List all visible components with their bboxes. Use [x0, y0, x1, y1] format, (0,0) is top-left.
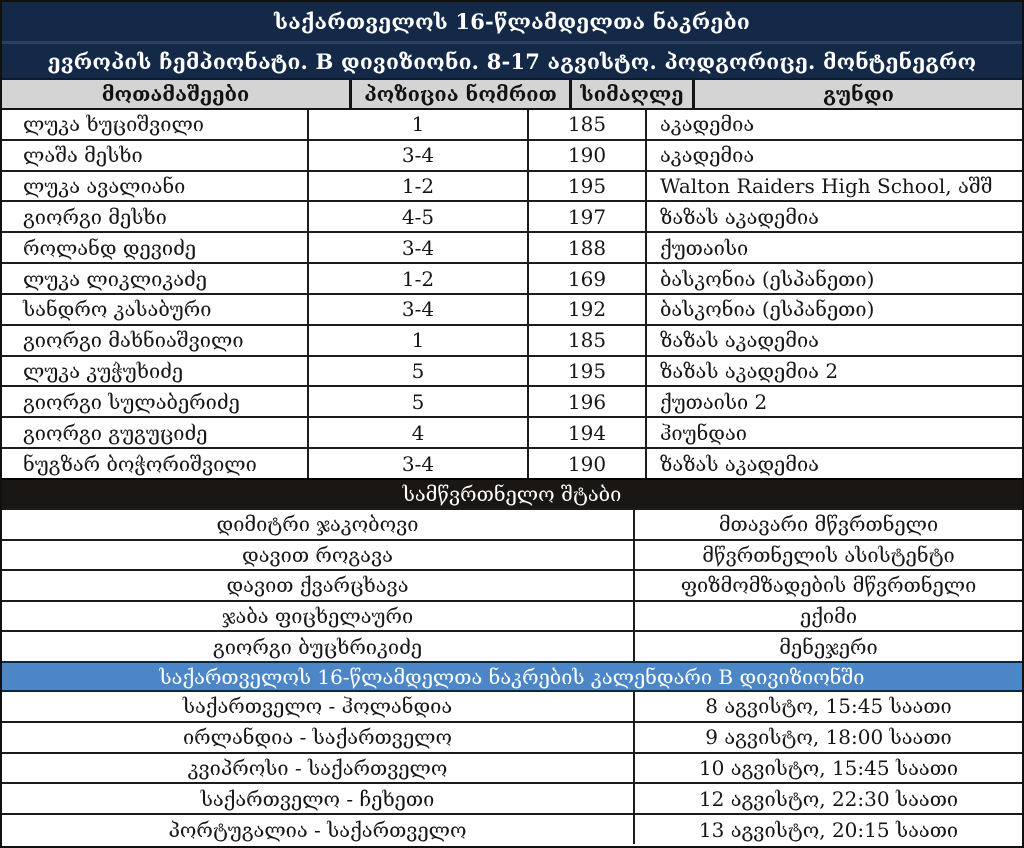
calendar-section-title: საქართველოს 16-წლამდელთა ნაკრების კალენდარი B დივიზიონში [2, 661, 1022, 692]
player-team: ზაზას აკადემია [660, 204, 819, 229]
player-team: აკადემია [660, 143, 755, 168]
player-height: 169 [529, 264, 647, 293]
staff-role: მთავარი მწვრთნელი [718, 512, 939, 537]
player-height: 185 [529, 110, 647, 139]
player-name: სანდრო კასაბური [2, 295, 309, 324]
player-height: 190 [529, 449, 647, 478]
header-height: სიმაღლე [572, 80, 695, 108]
calendar-table-body [2, 692, 1022, 844]
staff-role: მენეჯერი [779, 634, 878, 659]
calendar-time: 10 აგვისტო, 15:45 საათი [698, 755, 959, 780]
player-row [2, 416, 1022, 447]
staff-role: ფიზმომზადების მწვრთნელი [680, 573, 977, 598]
staff-row [2, 539, 1022, 570]
header-players: მოთამაშეები [2, 80, 352, 108]
player-team: ზაზას აკადემია [660, 328, 819, 353]
calendar-match: კვიპროსი - საქართველო [2, 754, 635, 783]
staff-name: ჯაბა ფიცხელაური [2, 602, 635, 631]
calendar-match: ირლანდია - საქართველო [2, 723, 635, 752]
calendar-time: 13 აგვისტო, 20:15 საათი [698, 817, 959, 842]
calendar-row [2, 752, 1022, 783]
calendar-row [2, 813, 1022, 844]
team-title: საქართველოს 16-წლამდელთა ნაკრები [274, 9, 750, 34]
calendar-match: საქართველო - ჰოლანდია [2, 692, 635, 721]
players-table-body [2, 110, 1022, 478]
player-position: 1 [309, 326, 529, 355]
player-row [2, 110, 1022, 139]
player-height: 192 [529, 295, 647, 324]
player-position: 4 [309, 418, 529, 447]
staff-name: დიმიტრი ჯაკობოვი [2, 510, 635, 539]
player-position: 5 [309, 357, 529, 386]
player-name: ლუკა კუჭუხიძე [2, 357, 309, 386]
staff-name: გიორგი ბუცხრიკიძე [2, 632, 635, 661]
player-row [2, 262, 1022, 293]
player-position: 3-4 [309, 449, 529, 478]
tournament-subtitle: ევროპის ჩემპიონატი. B დივიზიონი. 8-17 აგვისტო. პოდგორიცე. მონტენეგრო [2, 41, 1022, 78]
player-height: 196 [529, 387, 647, 416]
player-row [2, 447, 1022, 478]
header-team: გუნდი [823, 82, 894, 106]
staff-row [2, 510, 1022, 539]
staff-section-title: სამწვრთნელო შტაბი [2, 478, 1022, 508]
title-band [2, 2, 1022, 80]
player-name: გიორგი გუგუციძე [2, 418, 309, 447]
player-row [2, 231, 1022, 262]
calendar-match: პორტუგალია - საქართველო [2, 815, 635, 844]
player-name: როლანდ დევიძე [2, 233, 309, 262]
calendar-row [2, 782, 1022, 813]
header-position: პოზიცია ნომრით [352, 80, 572, 108]
calendar-time: 9 აგვისტო, 18:00 საათი [705, 725, 952, 750]
player-row [2, 355, 1022, 386]
player-team: ქუთაისი 2 [660, 389, 768, 414]
calendar-row [2, 721, 1022, 752]
player-row [2, 293, 1022, 324]
player-height: 188 [529, 233, 647, 262]
staff-row [2, 630, 1022, 661]
player-row [2, 385, 1022, 416]
player-position: 4-5 [309, 202, 529, 231]
player-name: ლუკა ავალიანი [2, 172, 309, 201]
player-team: ჰიუნდაი [660, 420, 747, 445]
player-position: 3-4 [309, 141, 529, 170]
staff-table-body [2, 508, 1022, 661]
staff-name: დავით როგავა [2, 541, 635, 570]
player-position: 3-4 [309, 233, 529, 262]
staff-row [2, 600, 1022, 631]
player-team: ბასკონია (ესპანეთი) [660, 266, 875, 291]
player-name: ლაშა მესხი [2, 141, 309, 170]
player-row [2, 139, 1022, 170]
staff-name: დავით ქვარცხავა [2, 571, 635, 600]
player-team: ზაზას აკადემია 2 [660, 359, 839, 384]
player-name: ლუკა ხუციშვილი [2, 110, 309, 139]
calendar-time: 12 აგვისტო, 22:30 საათი [698, 786, 959, 811]
player-position: 1-2 [309, 172, 529, 201]
player-height: 197 [529, 202, 647, 231]
player-name: ნუგზარ ბოჭორიშვილი [2, 449, 309, 478]
player-team: ზაზას აკადემია [660, 451, 819, 476]
player-height: 194 [529, 418, 647, 447]
player-name: გიორგი მესხი [2, 202, 309, 231]
player-name: გიორგი მახნიაშვილი [2, 326, 309, 355]
player-name: გიორგი სულაბერიძე [2, 387, 309, 416]
player-team: ქუთაისი [660, 235, 749, 260]
player-name: ლუკა ლიკლიკაძე [2, 264, 309, 293]
player-row [2, 324, 1022, 355]
player-team: აკადემია [660, 112, 755, 137]
player-position: 5 [309, 387, 529, 416]
calendar-match: საქართველო - ჩეხეთი [2, 784, 635, 813]
player-height: 185 [529, 326, 647, 355]
staff-role: მწვრთნელის ასისტენტი [702, 542, 955, 567]
player-position: 1 [309, 110, 529, 139]
player-row [2, 170, 1022, 201]
staff-role: ექიმი [799, 604, 858, 629]
player-height: 190 [529, 141, 647, 170]
calendar-time: 8 აგვისტო, 15:45 საათი [705, 694, 952, 719]
player-height: 195 [529, 172, 647, 201]
staff-row [2, 569, 1022, 600]
players-table-header [2, 80, 1022, 110]
player-team: Walton Raiders High School, აშშ [660, 174, 993, 199]
player-height: 195 [529, 357, 647, 386]
player-team: ბასკონია (ესპანეთი) [660, 297, 875, 322]
player-position: 3-4 [309, 295, 529, 324]
player-row [2, 200, 1022, 231]
calendar-row [2, 692, 1022, 721]
player-position: 1-2 [309, 264, 529, 293]
